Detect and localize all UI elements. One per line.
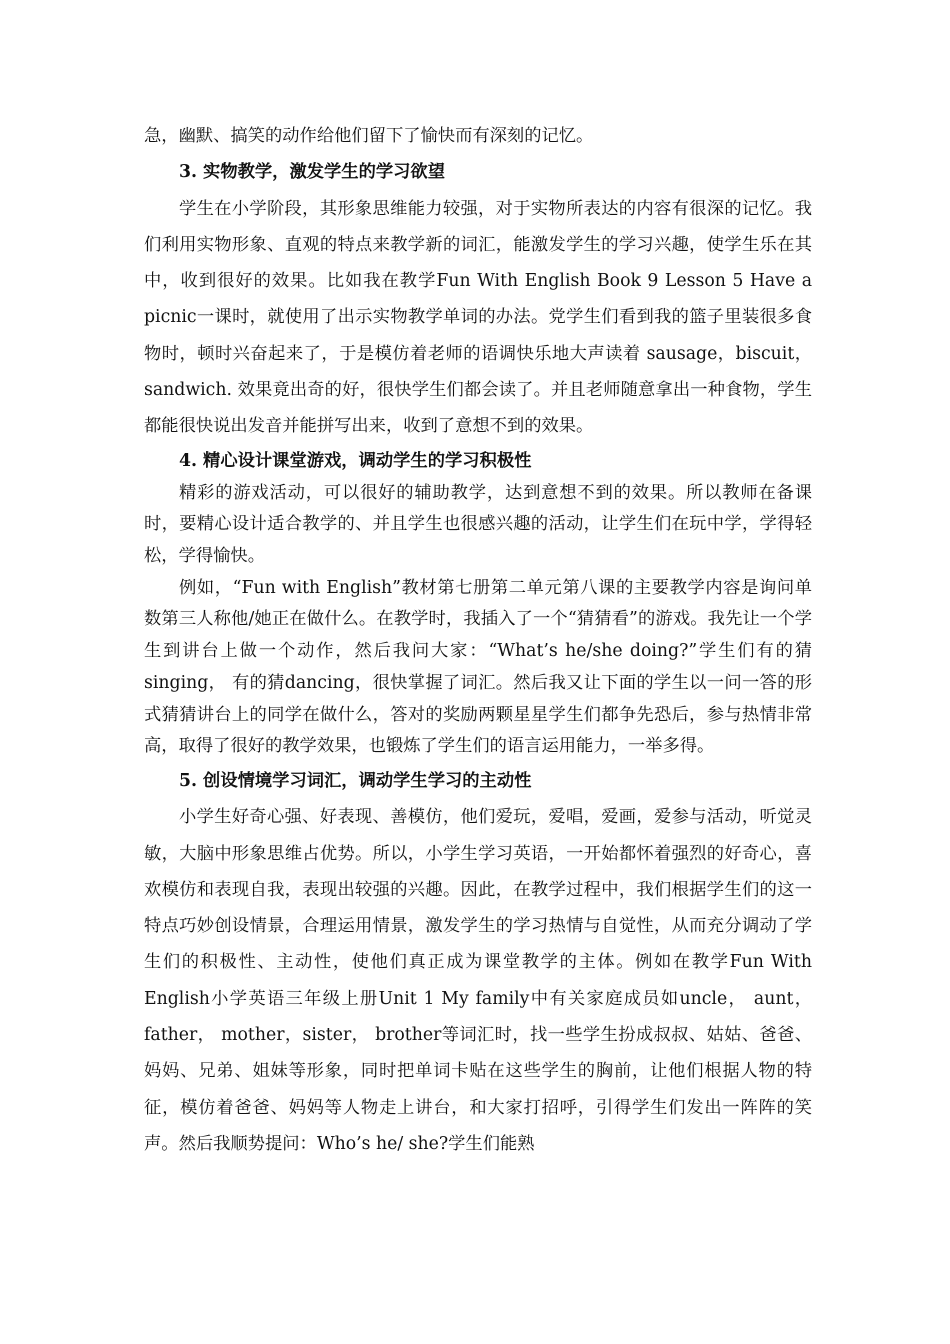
paragraph-continuation: 急，幽默、搞笑的动作给他们留下了愉快而有深刻的记忆。 — [144, 126, 594, 146]
paragraph-realia-teaching: 学生在小学阶段，其形象思维能力较强，对于实物所表达的内容有很深的记忆。我们利用实物形象、直观的特点来教学新的词汇，能激发学生的学习兴趣，使学生乐在其中，收到很好的效果。比如我在教学Fun With English Book 9 Lesson 5 Have a picnic一课时，就使用了出示实物教学单词的办法。党学生们看到我的篮子里装很多食物时，顿时兴奋起来了，于是模仿着老师的语调快乐地大声读着 sausage，biscuit， sandwich. 效果竟出奇的好，很快学生们都会读了。并且老师随意拿出一种食物，学生都能很快说出发音并能拼写出来，收到了意想不到的效果。 — [144, 198, 812, 437]
section-heading-5: 5. 创设情境学习词汇，调动学生学习的主动性 — [179, 771, 532, 791]
section-heading-3: 3. 实物教学，激发学生的学习欲望 — [179, 162, 445, 183]
paragraph-situational-learning: 小学生好奇心强、好表现、善模仿，他们爱玩，爱唱，爱画，爱参与活动，听觉灵敏，大脑中形象思维占优势。所以，小学生学习英语，一开始都怀着强烈的好奇心，喜欢模仿和表现自我，表现出较强的兴趣。因此，在教学过程中，我们根据学生们的这一特点巧妙创设情景，合理运用情景，激发学生的学习热情与自觉性，从而充分调动了学生们的积极性、主动性，使他们真正成为课堂教学的主体。例如在教学Fun With English小学英语三年级上册Unit 1 My family中有关家庭成员如uncle， aunt， father， mother，sister， brother等词汇时，找一些学生扮成叔叔、姑姑、爸爸、妈妈、兄弟、姐妹等形象，同时把单词卡贴在这些学生的胸前，让他们根据人物的特征，模仿着爸爸、妈妈等人物走上讲台，和大家打招呼，引得学生们发出一阵阵的笑声。然后我顺势提问：Who’s he/ she?学生们能熟 — [144, 807, 812, 1154]
section-heading-4: 4. 精心设计课堂游戏，调动学生的学习积极性 — [179, 450, 532, 471]
paragraph-games-example: 例如，“Fun with English”教材第七册第二单元第八课的主要教学内容是询问单数第三人称他/她正在做什么。在教学时，我插入了一个“猜猜看”的游戏。我先让一个学生到讲台上做一个动作，然后我问大家：“What’s he/she doing?”学生们有的猜singing， 有的猜dancing，很快掌握了词汇。然后我又让下面的学生以一问一答的形式猜猜讲台上的同学在做什么，答对的奖励两颗星星学生们都争先恐后，参与热情非常高，取得了很好的教学效果，也锻炼了学生们的语言运用能力，一举多得。 — [144, 577, 812, 757]
document-body — [144, 118, 812, 1162]
paragraph-games-intro: 精彩的游戏活动，可以很好的辅助教学，达到意想不到的效果。所以教师在备课时，要精心设计适合教学的、并且学生也很感兴趣的活动，让学生们在玩中学，学得轻松，学得愉快。 — [144, 482, 812, 567]
